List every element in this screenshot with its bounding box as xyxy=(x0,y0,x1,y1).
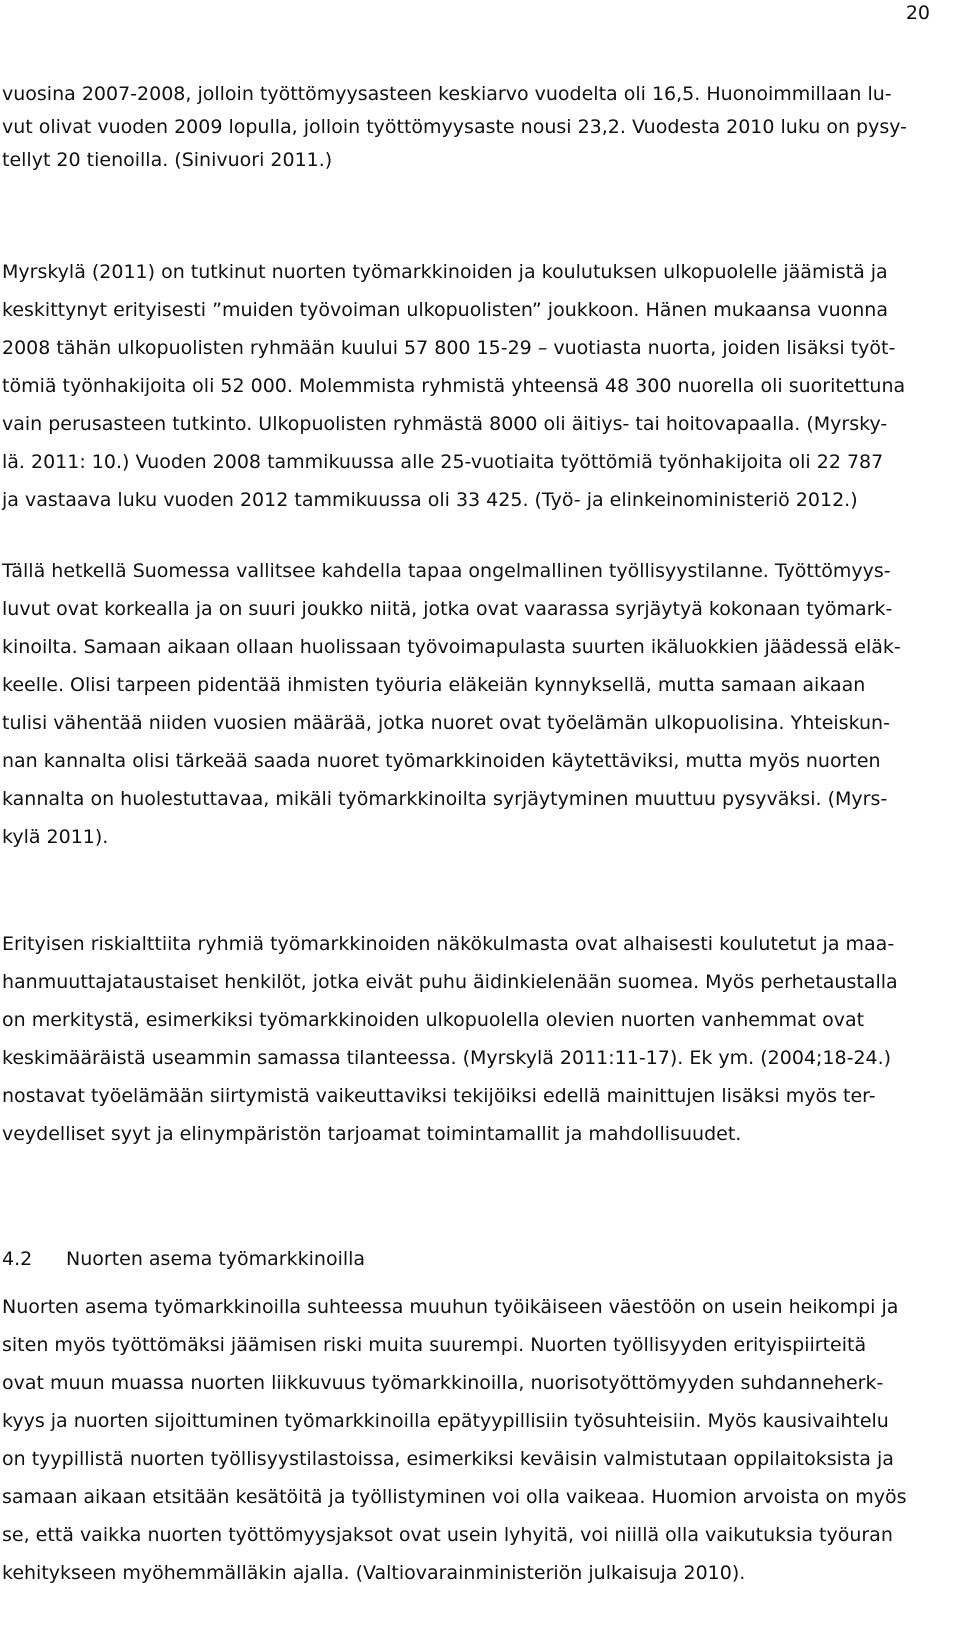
page-number: 20 xyxy=(905,2,930,24)
text-line: keskimääräistä useammin samassa tilanteessa. (Myrskylä 2011:11-17). Ek ym. (2004;18-24.) xyxy=(2,1047,892,1069)
section-heading xyxy=(2,1248,365,1270)
text-line: vain perusasteen tutkinto. Ulkopuolisten ryhmästä 8000 oli äitiys- tai hoitovapaalla. (Myrsky- xyxy=(2,413,888,435)
paragraph-risk-groups xyxy=(2,925,932,1153)
text-line: tellyt 20 tienoilla. (Sinivuori 2011.) xyxy=(2,149,333,171)
text-line: tulisi vähentää niiden vuosien määrää, jotka nuoret ovat työelämän ulkopuolisina. Yhteiskun- xyxy=(2,712,890,734)
text-line: vut olivat vuoden 2009 lopulla, jolloin työttömyysaste nousi 23,2. Vuodesta 2010 luku on pysy- xyxy=(2,116,908,138)
text-line: kehitykseen myöhemmälläkin ajalla. (Valtiovarainministeriön julkaisuja 2010). xyxy=(2,1562,746,1584)
text-line: kinoilta. Samaan aikaan ollaan huolissaan työvoimapulasta suurten ikäluokkien jäädessä eläk- xyxy=(2,636,901,658)
text-line: Erityisen riskialttiita ryhmiä työmarkkinoiden näkökulmasta ovat alhaisesti koulutetut ja maa- xyxy=(2,933,895,955)
text-line: nostavat työelämään siirtymistä vaikeuttaviksi tekijöiksi edellä mainittujen lisäksi myös ter- xyxy=(2,1085,876,1107)
text-line: lä. 2011: 10.) Vuoden 2008 tammikuussa alle 25-vuotiaita työttömiä työnhakijoita oli 22 787 xyxy=(2,451,884,473)
text-line: ovat muun muassa nuorten liikkuvuus työmarkkinoilla, nuorisotyöttömyyden suhdanneherk- xyxy=(2,1372,884,1394)
text-line: siten myös työttömäksi jäämisen riski muita suurempi. Nuorten työllisyyden erityispiirteitä xyxy=(2,1334,867,1356)
paragraph-unemployment-rates xyxy=(2,78,932,177)
text-line: hanmuuttajataustaiset henkilöt, jotka eivät puhu äidinkielenään suomea. Myös perhetaustalla xyxy=(2,971,898,993)
section-title: Nuorten asema työmarkkinoilla xyxy=(66,1248,366,1270)
text-line: se, että vaikka nuorten työttömyysjaksot ovat usein lyhyitä, voi niillä olla vaikutuksia työuran xyxy=(2,1524,893,1546)
text-line: 2008 tähän ulkopuolisten ryhmään kuului 57 800 15-29 – vuotiasta nuorta, joiden lisäksi työt- xyxy=(2,337,896,359)
text-line: kylä 2011). xyxy=(2,826,109,848)
text-line: kannalta on huolestuttavaa, mikäli työmarkkinoilta syrjäytyminen muuttuu pysyväksi. (Myrs- xyxy=(2,788,888,810)
text-line: on merkitystä, esimerkiksi työmarkkinoiden ulkopuolella olevien nuorten vanhemmat ovat xyxy=(2,1009,865,1031)
text-line: Nuorten asema työmarkkinoilla suhteessa muuhun työikäiseen väestöön on usein heikompi ja xyxy=(2,1296,899,1318)
text-line: on tyypillistä nuorten työllisyystilastoissa, esimerkiksi keväisin valmistutaan oppilaitoksista ja xyxy=(2,1448,894,1470)
text-line: Tällä hetkellä Suomessa vallitsee kahdella tapaa ongelmallinen työllisyystilanne. Työttömyys- xyxy=(2,560,891,582)
text-line: vuosina 2007-2008, jolloin työttömyysasteen keskiarvo vuodelta oli 16,5. Huonoimmillaan lu- xyxy=(2,83,892,105)
text-line: Myrskylä (2011) on tutkinut nuorten työmarkkinoiden ja koulutuksen ulkopuolelle jäämistä ja xyxy=(2,261,888,283)
section-number: 4.2 xyxy=(2,1248,33,1270)
text-line: luvut ovat korkealla ja on suuri joukko niitä, jotka ovat vaarassa syrjäytyä kokonaan työmark- xyxy=(2,598,893,620)
text-line: kyys ja nuorten sijoittuminen työmarkkinoilla epätyypillisiin työsuhteisiin. Myös kausivaihtelu xyxy=(2,1410,889,1432)
text-line: nan kannalta olisi tärkeää saada nuoret työmarkkinoiden käytettäviksi, mutta myös nuorten xyxy=(2,750,881,772)
paragraph-youth-labour-market xyxy=(2,1288,932,1592)
text-line: veydelliset syyt ja elinympäristön tarjoamat toimintamallit ja mahdollisuudet. xyxy=(2,1123,742,1145)
paragraph-myrskyla-study xyxy=(2,253,932,519)
text-line: tömiä työnhakijoita oli 52 000. Molemmista ryhmistä yhteensä 48 300 nuorella oli suoritettuna xyxy=(2,375,906,397)
text-line: keskittynyt erityisesti ”muiden työvoiman ulkopuolisten” joukkoon. Hänen mukaansa vuonna xyxy=(2,299,888,321)
text-line: samaan aikaan etsitään kesätöitä ja työllistyminen voi olla vaikeaa. Huomion arvoista on myös xyxy=(2,1486,907,1508)
paragraph-employment-situation xyxy=(2,552,932,856)
text-line: keelle. Olisi tarpeen pidentää ihmisten työuria eläkeiän kynnyksellä, mutta samaan aikaan xyxy=(2,674,866,696)
text-line: ja vastaava luku vuoden 2012 tammikuussa oli 33 425. (Työ- ja elinkeinoministeriö 2012.) xyxy=(2,489,858,511)
